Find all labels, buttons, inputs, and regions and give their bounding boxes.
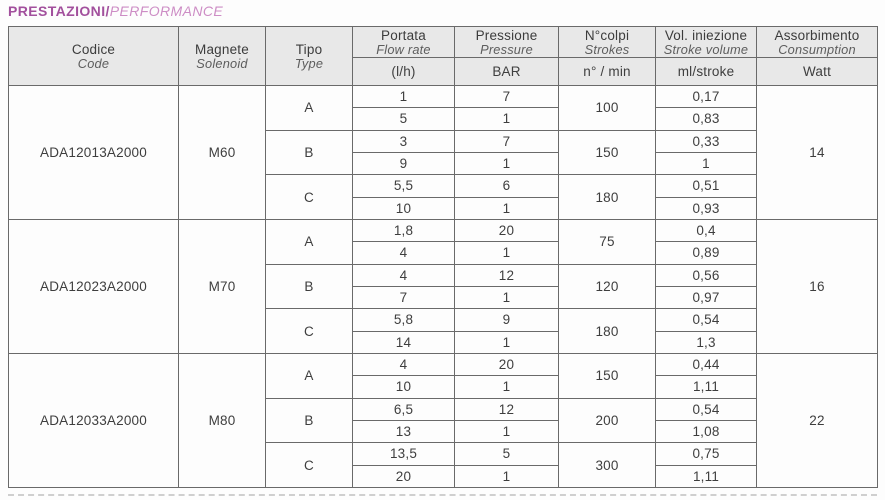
title-english: PERFORMANCE [109, 3, 224, 19]
volume-value-cell: 0,75 [656, 443, 757, 465]
volume-value-cell: 1,3 [656, 331, 757, 353]
header-codice-en: Code [77, 55, 110, 71]
code-cell: ADA12033A2000 [9, 353, 179, 487]
flow-value-cell: 10 [353, 197, 455, 219]
volume-value-cell: 0,83 [656, 108, 757, 130]
header-magnete-it: Magnete [195, 41, 249, 57]
type-cell: C [266, 309, 353, 354]
volume-value-cell: 0,51 [656, 175, 757, 197]
pressure-value-cell: 1 [455, 376, 559, 398]
pressure-value-cell: 1 [455, 465, 559, 487]
strokes-value-cell: 300 [559, 443, 656, 488]
header-codice [9, 27, 179, 86]
pressure-value-cell: 7 [455, 130, 559, 152]
header-colpi-it: N°colpi [584, 27, 630, 43]
flow-value-cell: 5 [353, 108, 455, 130]
pressure-value-cell: 9 [455, 309, 559, 331]
header-iniezione-en: Stroke volume [663, 41, 749, 57]
strokes-value-cell: 180 [559, 309, 656, 354]
header-tipo [266, 27, 353, 86]
header-magnete-en: Solenoid [196, 55, 248, 71]
volume-value-cell: 0,97 [656, 286, 757, 308]
flow-value-cell: 9 [353, 152, 455, 174]
unit-pressure: BAR [455, 58, 559, 86]
flow-value-cell: 3 [353, 130, 455, 152]
unit-strokes: n° / min [559, 58, 656, 86]
header-portata-en: Flow rate [376, 41, 431, 57]
header-pressione-en: Pressure [480, 41, 533, 57]
header-assorbimento-it: Assorbimento [774, 27, 860, 43]
header-assorbimento-en: Consumption [778, 41, 856, 57]
page-title [8, 3, 223, 19]
performance-table [8, 26, 878, 488]
unit-flow: (l/h) [353, 58, 455, 86]
pressure-value-cell: 20 [455, 219, 559, 241]
unit-volume: ml/stroke [656, 58, 757, 86]
volume-value-cell: 0,89 [656, 242, 757, 264]
pressure-value-cell: 12 [455, 398, 559, 420]
pressure-value-cell: 5 [455, 443, 559, 465]
pressure-value-cell: 1 [455, 108, 559, 130]
volume-value-cell: 0,17 [656, 86, 757, 108]
header-colpi-en: Strokes [584, 41, 630, 57]
flow-value-cell: 14 [353, 331, 455, 353]
volume-value-cell: 0,56 [656, 264, 757, 286]
strokes-value-cell: 75 [559, 219, 656, 264]
flow-value-cell: 1 [353, 86, 455, 108]
volume-value-cell: 0,54 [656, 309, 757, 331]
pressure-value-cell: 1 [455, 420, 559, 442]
table-row [9, 86, 878, 108]
strokes-value-cell: 150 [559, 130, 656, 175]
type-cell: A [266, 353, 353, 398]
volume-value-cell: 0,44 [656, 353, 757, 375]
flow-value-cell: 10 [353, 376, 455, 398]
pressure-value-cell: 1 [455, 242, 559, 264]
flow-value-cell: 13 [353, 420, 455, 442]
code-cell: ADA12013A2000 [9, 86, 179, 220]
flow-value-cell: 4 [353, 264, 455, 286]
header-codice-it: Codice [71, 41, 116, 57]
header-colpi [559, 27, 656, 58]
watt-value-cell: 14 [757, 86, 878, 220]
type-cell: A [266, 86, 353, 131]
strokes-value-cell: 200 [559, 398, 656, 443]
performance-table-body [9, 86, 878, 488]
volume-value-cell: 1,08 [656, 420, 757, 442]
flow-value-cell: 5,8 [353, 309, 455, 331]
watt-value-cell: 22 [757, 353, 878, 487]
pressure-value-cell: 12 [455, 264, 559, 286]
header-assorbimento [757, 27, 878, 58]
table-row [9, 353, 878, 375]
flow-value-cell: 4 [353, 353, 455, 375]
volume-value-cell: 0,54 [656, 398, 757, 420]
type-cell: A [266, 219, 353, 264]
header-row-main [9, 27, 878, 58]
unit-watt: Watt [757, 58, 878, 86]
table-row [9, 219, 878, 241]
type-cell: B [266, 264, 353, 309]
header-portata-it: Portata [381, 27, 426, 43]
header-pressione-it: Pressione [475, 27, 538, 43]
watt-value-cell: 16 [757, 219, 878, 353]
header-portata [353, 27, 455, 58]
volume-value-cell: 0,93 [656, 197, 757, 219]
type-cell: B [266, 130, 353, 175]
header-pressione [455, 27, 559, 58]
strokes-value-cell: 100 [559, 86, 656, 131]
pressure-value-cell: 1 [455, 286, 559, 308]
table-header [9, 27, 878, 86]
pressure-value-cell: 6 [455, 175, 559, 197]
flow-value-cell: 1,8 [353, 219, 455, 241]
flow-value-cell: 13,5 [353, 443, 455, 465]
type-cell: C [266, 443, 353, 488]
solenoid-cell: M70 [179, 219, 266, 353]
flow-value-cell: 5,5 [353, 175, 455, 197]
volume-value-cell: 1,11 [656, 376, 757, 398]
pressure-value-cell: 1 [455, 197, 559, 219]
volume-value-cell: 0,33 [656, 130, 757, 152]
volume-value-cell: 1,11 [656, 465, 757, 487]
volume-value-cell: 1 [656, 152, 757, 174]
header-iniezione-it: Vol. iniezione [664, 27, 748, 43]
code-cell: ADA12023A2000 [9, 219, 179, 353]
type-cell: B [266, 398, 353, 443]
strokes-value-cell: 180 [559, 175, 656, 220]
strokes-value-cell: 120 [559, 264, 656, 309]
solenoid-cell: M60 [179, 86, 266, 220]
title-italian: PRESTAZIONI/ [8, 3, 110, 19]
type-cell: C [266, 175, 353, 220]
pressure-value-cell: 7 [455, 86, 559, 108]
flow-value-cell: 6,5 [353, 398, 455, 420]
pressure-value-cell: 1 [455, 331, 559, 353]
flow-value-cell: 4 [353, 242, 455, 264]
volume-value-cell: 0,4 [656, 219, 757, 241]
flow-value-cell: 7 [353, 286, 455, 308]
flow-value-cell: 20 [353, 465, 455, 487]
solenoid-cell: M80 [179, 353, 266, 487]
header-magnete [179, 27, 266, 86]
header-iniezione [656, 27, 757, 58]
header-tipo-it: Tipo [295, 41, 323, 57]
pressure-value-cell: 1 [455, 152, 559, 174]
bottom-dashed-divider [8, 494, 877, 496]
header-tipo-en: Type [294, 55, 324, 71]
strokes-value-cell: 150 [559, 353, 656, 398]
pressure-value-cell: 20 [455, 353, 559, 375]
